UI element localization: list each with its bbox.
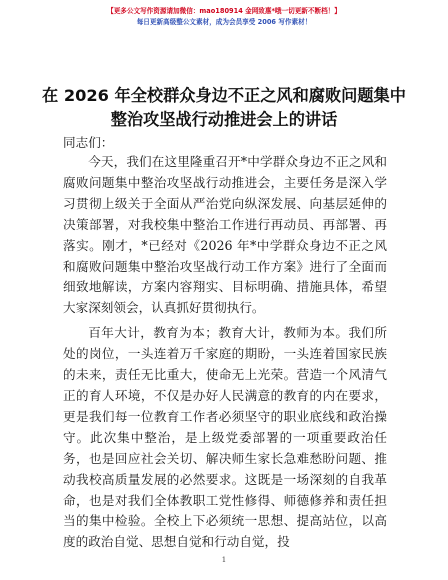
speech-body <box>63 152 387 557</box>
body-paragraph-2: 百年大计，教育为本；教育大计，教师为本。我们所处的岗位，一头连着万千家庭的期盼，一头连着国家民族的未来，责任无比重大，使命无上光荣。营造一个风清气正的育人环境，不仅是办好人民满意的教育的内在要求，更是我们每一位教育工作者必须坚守的职业底线和政治操守。此次集中整治，是上级党委部署的一项重要政治任务，也是回应社会关切、解决师生家长急难愁盼问题、推动我校高质量发展的必然要求。这既是一场深刻的自我革命，也是对我们全体教职工党性修得、师德修养和责任担当的集中检验。全校上下必须统一思想、提高站位，以高度的政治自觉、思想自觉和行动自觉，投 <box>63 325 387 550</box>
promo-line-membership: 每日更新高级整公文素材，成为会员享受 2006 写作素材！ <box>136 18 312 26</box>
page-number: 1 <box>221 556 227 564</box>
body-paragraph-1: 今天，我们在这里隆重召开*中学群众身边不正之风和腐败问题集中整治攻坚战行动推进会，主要任务是深入学习贯彻上级关于全面从严治党向纵深发展、向基层延伸的决策部署，对我校集中整治工作进行再动员、再部署、再落实。刚才，*已经对《2026 年*中学群众身边不正之风和腐败问题集中整治攻坚战行动工作方案》进行了全面而细致地解读，方案内容翔实、目标明确、措施具体，希望大家深刻领会，认真抓好贯彻执行。 <box>63 154 387 316</box>
document-title: 在 2026 年全校群众身边不正之风和腐败问题集中整治攻坚战行动推进会上的讲话 <box>42 86 406 129</box>
promo-line-wechat: 【更多公文写作资源请加微信：mao180914 金网致惠*哦一切更新不断档！】 <box>107 7 341 15</box>
speech-greeting: 同志们： <box>63 135 114 150</box>
promo-header-banner <box>0 6 448 28</box>
